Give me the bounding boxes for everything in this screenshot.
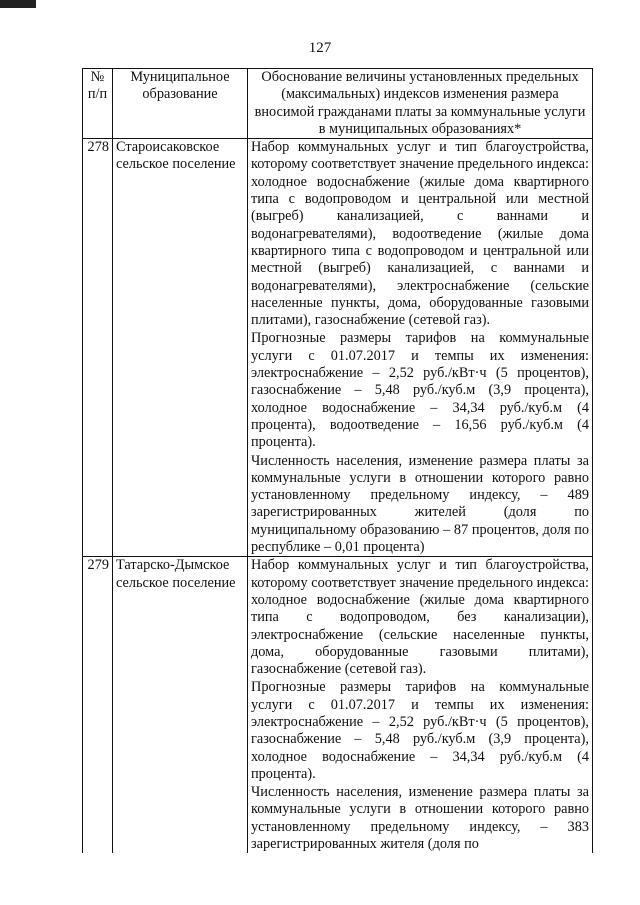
header-justification: Обоснование величины установленных предельных (максимальных) индексов изменения размера вносимой гражданами платы за коммунальные услуги в муниципальных образованиях* <box>248 69 593 139</box>
table-row <box>83 557 593 854</box>
paragraph-services: Набор коммунальных услуг и тип благоустройства, которому соответствует значение предельного индекса: холодное водоснабжение (жилые дома квартирного типа с водопроводом, без канализации), электроснабжение (сельские населенные пункты, дома, оборудованные газовыми плитами), газоснабжение (сетевой газ). <box>251 557 589 678</box>
table-row <box>83 139 593 557</box>
paragraph-tariffs: Прогнозные размеры тарифов на коммунальные услуги с 01.07.2017 и темпы их изменения: электроснабжение – 2,52 руб./кВт·ч (5 процентов), газоснабжение – 5,48 руб./куб.м (3,9 процента), холодное водоснабжение – 34,34 руб./куб.м (4 процента), водоотведение – 16,56 руб./куб.м (4 процента). <box>251 330 589 451</box>
municipal-index-table <box>82 68 593 853</box>
row-number: 279 <box>83 557 113 854</box>
row-municipality: Татарско-Дымское сельское поселение <box>113 557 248 854</box>
row-number: 278 <box>83 139 113 557</box>
paragraph-services: Набор коммунальных услуг и тип благоустройства, которому соответствует значение предельного индекса: холодное водоснабжение (жилые дома квартирного типа с водопроводом и центральной или местной (выгреб) канализацией, с ваннами и водонагревателями), водоотведение (жилые дома квартирного типа с водопроводом и центральной или местной (выгреб) канализацией, с ваннами и водонагревателями), электроснабжение (сельские населенные пункты, дома, оборудованные газовыми плитами), газоснабжение (сетевой газ). <box>251 139 589 329</box>
header-number: № п/п <box>83 69 113 139</box>
table-header-row <box>83 69 593 139</box>
row-justification <box>248 557 593 854</box>
row-justification <box>248 139 593 557</box>
scan-corner-mark <box>0 0 36 8</box>
row-municipality: Староисаковское сельское поселение <box>113 139 248 557</box>
paragraph-population: Численность населения, изменение размера платы за коммунальные услуги в отношении которого равно установленному предельному индексу, – 489 зарегистрированных жителей (доля по муниципальному образованию – 87 процентов, доля по республике – 0,01 процента) <box>251 452 589 556</box>
page-number: 127 <box>308 40 332 56</box>
paragraph-population: Численность населения, изменение размера платы за коммунальные услуги в отношении которого равно установленному предельному индексу, – 383 зарегистрированных жителя (доля по <box>251 784 589 853</box>
header-municipality: Муниципальное образование <box>113 69 248 139</box>
paragraph-tariffs: Прогнозные размеры тарифов на коммунальные услуги с 01.07.2017 и темпы их изменения: электроснабжение – 2,52 руб./кВт·ч (5 процентов), газоснабжение – 5,48 руб./куб.м (3,9 процента), холодное водоснабжение – 34,34 руб./куб.м (4 процента). <box>251 679 589 782</box>
